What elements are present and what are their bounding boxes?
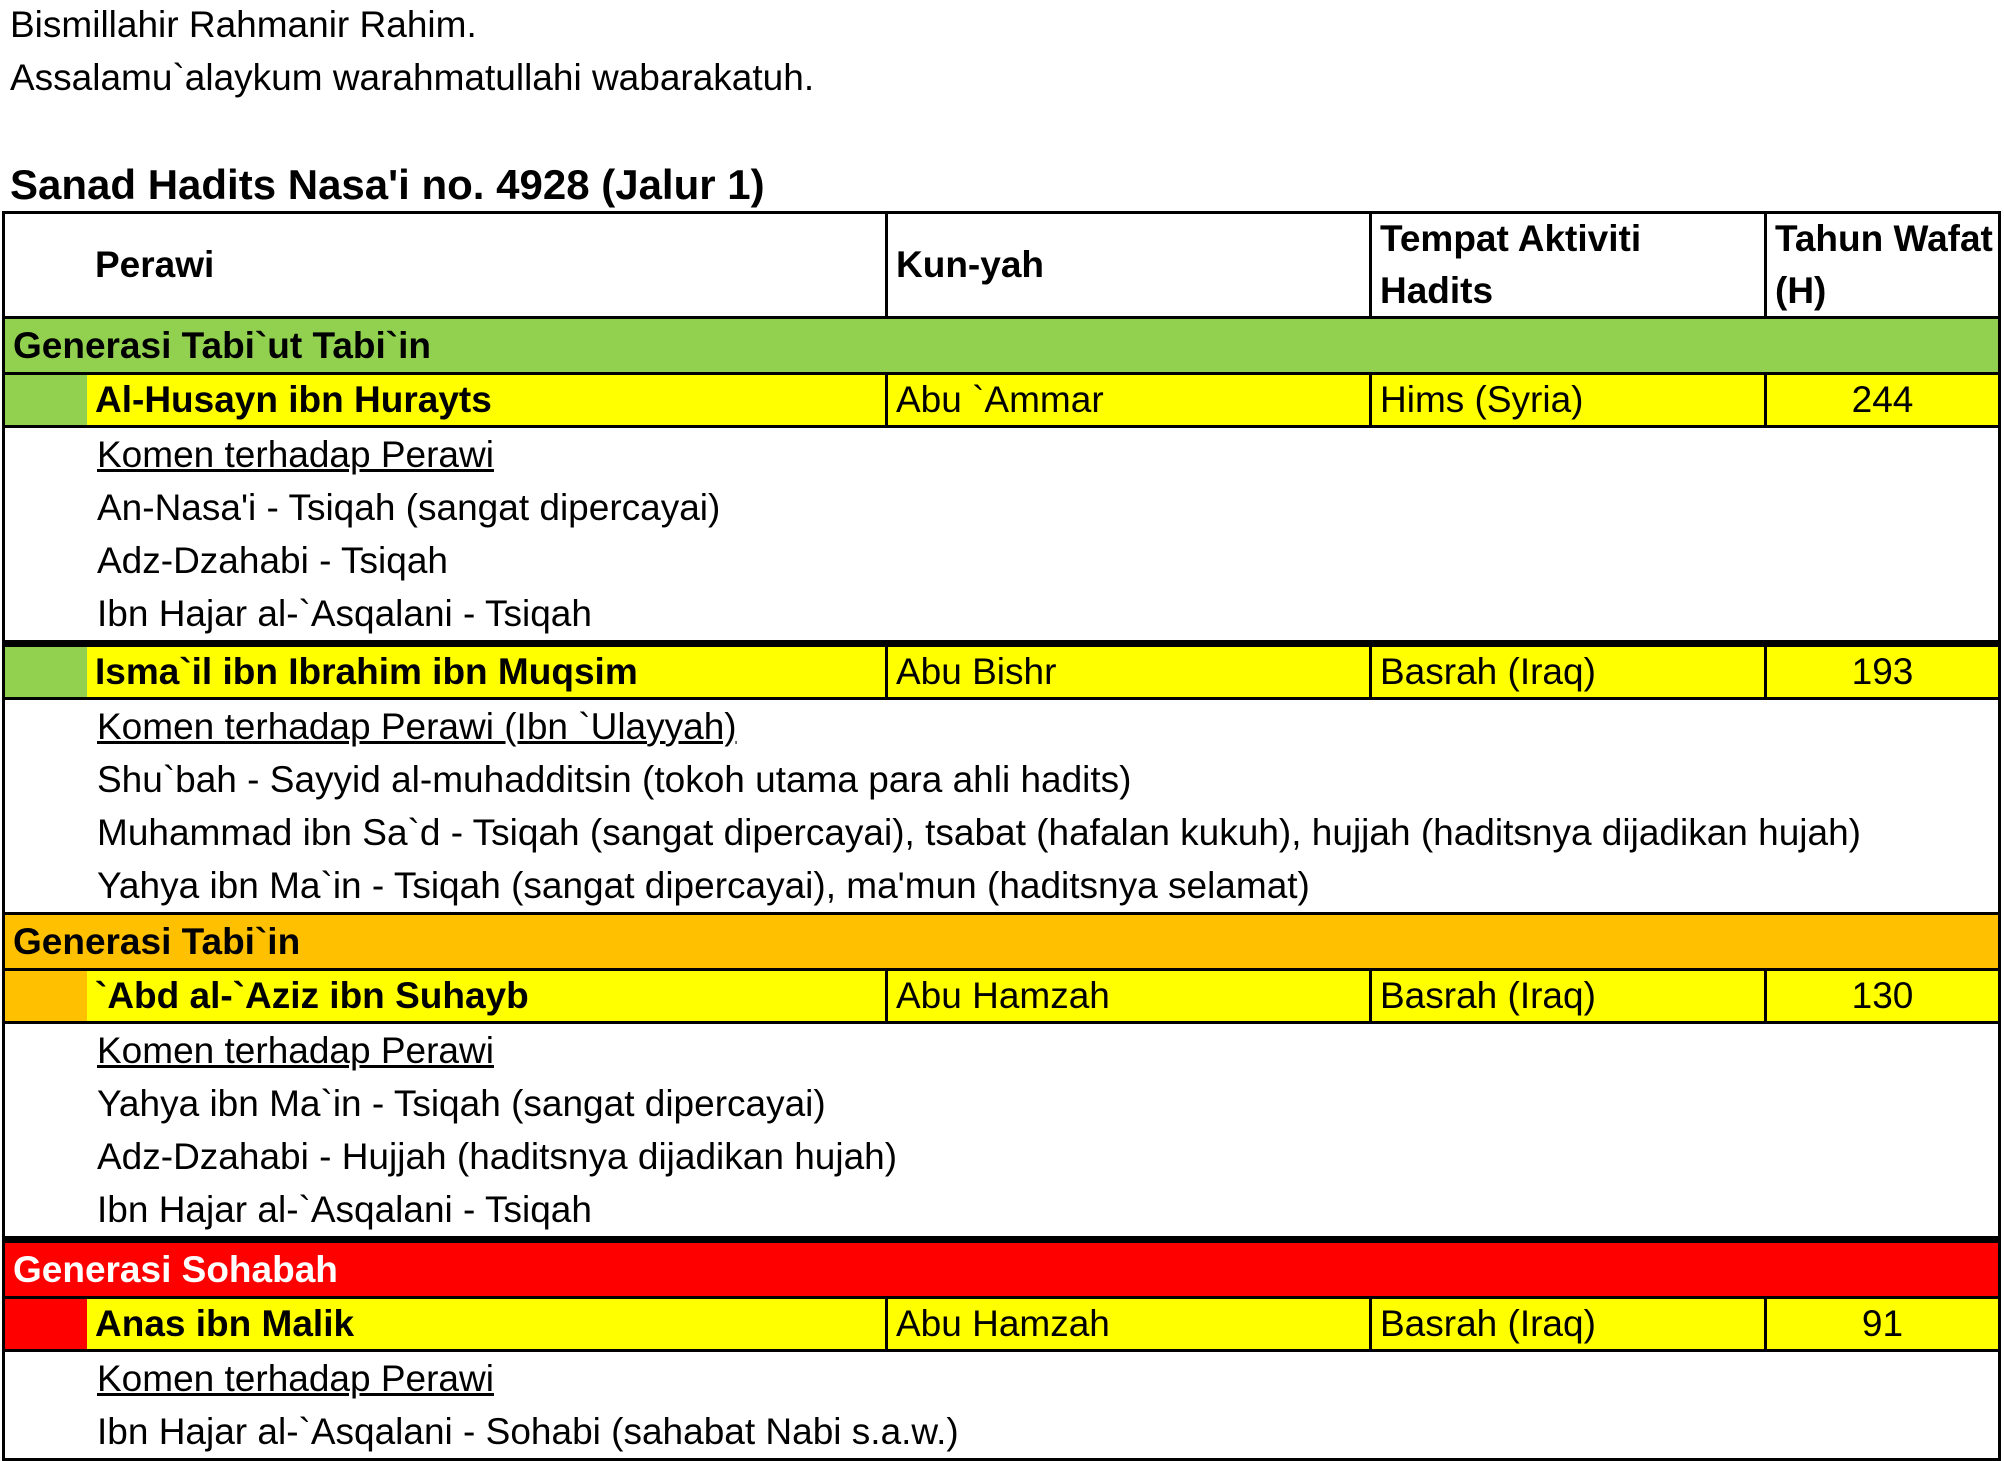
header-kunyah: Kun-yah bbox=[885, 214, 1369, 316]
document-title: Sanad Hadits Nasa'i no. 4928 (Jalur 1) bbox=[10, 161, 765, 208]
narrator-row bbox=[5, 647, 1998, 700]
narrator-name: Anas ibn Malik bbox=[95, 1303, 355, 1344]
comment-line: An-Nasa'i - Tsiqah (sangat dipercayai) bbox=[97, 486, 721, 528]
narrator-place: Hims (Syria) bbox=[1369, 375, 1764, 425]
comment-block bbox=[5, 1024, 1998, 1243]
narrator-place: Basrah (Iraq) bbox=[1369, 1299, 1764, 1349]
narrator-death-year: 244 bbox=[1764, 375, 1998, 425]
comment-block bbox=[5, 428, 1998, 647]
comment-line: Yahya ibn Ma`in - Tsiqah (sangat dipercayai), ma'mun (haditsnya selamat) bbox=[97, 864, 1310, 906]
table-header-row bbox=[5, 214, 1998, 319]
narrator-name: Al-Husayn ibn Hurayts bbox=[95, 379, 492, 420]
header-indicator-cell bbox=[5, 214, 87, 316]
narrator-death-year: 193 bbox=[1764, 647, 1998, 697]
sanad-table bbox=[2, 211, 2001, 1461]
generation-row-tabiin: Generasi Tabi`in bbox=[5, 915, 1998, 971]
narrator-kunyah: Abu `Ammar bbox=[885, 375, 1369, 425]
header-tahun-wafat: Tahun Wafat (H) bbox=[1764, 214, 1998, 316]
comment-heading: Komen terhadap Perawi bbox=[97, 433, 494, 475]
narrator-kunyah: Abu Hamzah bbox=[885, 971, 1369, 1021]
comment-line: Ibn Hajar al-`Asqalani - Tsiqah bbox=[97, 592, 592, 634]
comment-line: Ibn Hajar al-`Asqalani - Tsiqah bbox=[97, 1188, 592, 1230]
narrator-death-year: 130 bbox=[1764, 971, 1998, 1021]
narrator-kunyah: Abu Hamzah bbox=[885, 1299, 1369, 1349]
generation-row-tabiut-tabiin: Generasi Tabi`ut Tabi`in bbox=[5, 319, 1998, 375]
greeting-line-1: Bismillahir Rahmanir Rahim. bbox=[10, 4, 477, 45]
greeting-line-2: Assalamu`alaykum warahmatullahi wabarakatuh. bbox=[10, 57, 815, 98]
header-tempat: Tempat Aktiviti Hadits bbox=[1369, 214, 1764, 316]
generation-indicator bbox=[5, 647, 87, 697]
narrator-name: `Abd al-`Aziz ibn Suhayb bbox=[95, 975, 529, 1016]
narrator-death-year: 91 bbox=[1764, 1299, 1998, 1349]
narrator-row bbox=[5, 971, 1998, 1024]
comment-line: Adz-Dzahabi - Tsiqah bbox=[97, 539, 448, 581]
comment-line: Ibn Hajar al-`Asqalani - Sohabi (sahabat Nabi s.a.w.) bbox=[97, 1410, 959, 1452]
narrator-place: Basrah (Iraq) bbox=[1369, 647, 1764, 697]
comment-block bbox=[5, 1352, 1998, 1461]
generation-indicator bbox=[5, 971, 87, 1021]
comment-heading: Komen terhadap Perawi bbox=[97, 1029, 494, 1071]
narrator-row bbox=[5, 375, 1998, 428]
generation-row-sohabah: Generasi Sohabah bbox=[5, 1243, 1998, 1299]
narrator-name: Isma`il ibn Ibrahim ibn Muqsim bbox=[95, 651, 638, 692]
comment-line: Yahya ibn Ma`in - Tsiqah (sangat dipercayai) bbox=[97, 1082, 826, 1124]
comment-heading: Komen terhadap Perawi bbox=[97, 1357, 494, 1399]
comment-line: Muhammad ibn Sa`d - Tsiqah (sangat dipercayai), tsabat (hafalan kukuh), hujjah (haditsnya dijadikan hujah) bbox=[97, 811, 1861, 853]
header-perawi: Perawi bbox=[95, 244, 215, 285]
narrator-kunyah: Abu Bishr bbox=[885, 647, 1369, 697]
comment-block bbox=[5, 700, 1998, 915]
narrator-place: Basrah (Iraq) bbox=[1369, 971, 1764, 1021]
narrator-row bbox=[5, 1299, 1998, 1352]
generation-indicator bbox=[5, 1299, 87, 1349]
comment-heading: Komen terhadap Perawi (Ibn `Ulayyah) bbox=[97, 705, 737, 747]
generation-indicator bbox=[5, 375, 87, 425]
comment-line: Adz-Dzahabi - Hujjah (haditsnya dijadikan hujah) bbox=[97, 1135, 898, 1177]
comment-line: Shu`bah - Sayyid al-muhadditsin (tokoh utama para ahli hadits) bbox=[97, 758, 1132, 800]
